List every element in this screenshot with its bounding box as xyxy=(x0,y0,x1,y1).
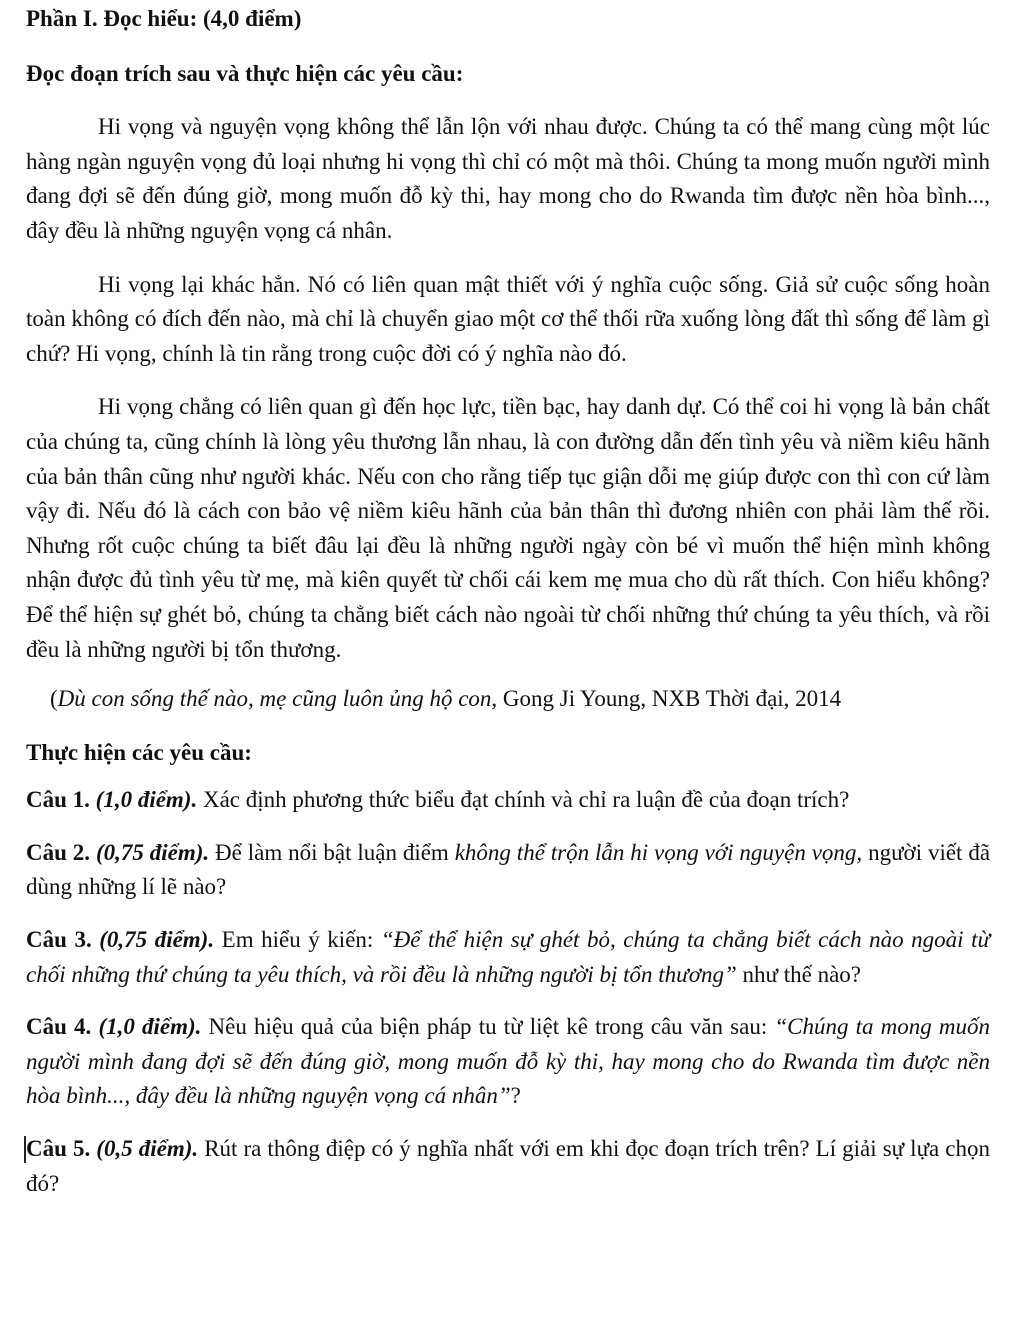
question-text-end: người viết đã dùng những lí lẽ nào? xyxy=(26,839,991,900)
question-number: Câu 2. xyxy=(26,839,91,865)
question-list xyxy=(26,783,990,1201)
question-score: (0,75 điểm). xyxy=(99,927,215,953)
citation-details: , Gong Ji Young, NXB Thời đại, 2014 xyxy=(491,686,842,712)
question-score: (0,75 điểm). xyxy=(95,839,210,865)
question-4 xyxy=(26,1010,990,1114)
question-text-end: như thế nào? xyxy=(742,961,861,987)
question-number: Câu 3. xyxy=(26,927,92,953)
source-citation xyxy=(26,682,990,717)
text-cursor xyxy=(24,1136,26,1163)
section-title: Phần I. Đọc hiểu: (4,0 điểm) xyxy=(26,6,302,31)
question-text: Em hiểu ý kiến: xyxy=(221,927,374,953)
question-number: Câu 1. xyxy=(26,787,90,813)
question-quote: “Để thể hiện sự ghét bỏ, chúng ta chẳng biết cách nào ngoài từ chối những thứ chúng ta yêu thích, và rồi đều là những người bị tổn thương” xyxy=(26,927,991,987)
passage xyxy=(26,110,990,667)
question-text: Rút ra thông điệp có ý nghĩa nhất với em khi đọc đoạn trích trên? Lí giải sự lựa chọn đó? xyxy=(26,1136,991,1196)
question-5 xyxy=(26,1132,990,1201)
citation-open: ( xyxy=(50,686,58,712)
passage-paragraph-1: Hi vọng và nguyện vọng không thể lẫn lộn với nhau được. Chúng ta có thể mang cùng một lúc hàng ngàn nguyện vọng đủ loại nhưng hi vọng thì chỉ có một mà thôi. Chúng ta mong muốn người mình đang đợi sẽ đến đúng giờ, mong muốn đỗ kỳ thi, hay mong cho do Rwanda tìm được nền hòa bình..., đây đều là những nguyện vọng cá nhân. xyxy=(26,114,990,243)
question-text: Nêu hiệu quả của biện pháp tu từ liệt kê trong câu văn sau: xyxy=(208,1014,768,1040)
question-1 xyxy=(26,783,990,818)
question-score: (0,5 điểm). xyxy=(96,1136,199,1162)
question-3 xyxy=(26,923,990,992)
question-number: Câu 5. xyxy=(26,1136,91,1162)
question-text: Để làm nổi bật luận điểm xyxy=(215,839,449,865)
question-score: (1,0 điểm). xyxy=(98,1014,202,1040)
question-quote: không thể trộn lẫn hi vọng với nguyện vọng, xyxy=(454,839,863,865)
citation-book-title: Dù con sống thế nào, mẹ cũng luôn ủng hộ con xyxy=(57,686,492,712)
question-text: Xác định phương thức biểu đạt chính và chỉ ra luận đề của đoạn trích? xyxy=(202,787,850,813)
question-score: (1,0 điểm). xyxy=(95,787,198,813)
question-text-end: ? xyxy=(510,1083,521,1109)
question-2 xyxy=(26,836,990,905)
passage-paragraph-3: Hi vọng chẳng có liên quan gì đến học lực, tiền bạc, hay danh dự. Có thể coi hi vọng là bản chất của chúng ta, cũng chính là lòng yêu thương lẫn nhau, là con đường dẫn đến tình yêu và niềm kiêu hãnh của bản thân cũng như người khác. Nếu con cho rằng tiếp tục giận dỗi mẹ giúp được con thì con cứ làm vậy đi. Nếu đó là cách con bảo vệ niềm kiêu hãnh của bản thân thì đương nhiên con phải làm thế rồi. Nhưng rốt cuộc chúng ta biết đâu lại đều là những người ngày còn bé vì muốn thể hiện mình không nhận được đủ tình yêu từ mẹ, mà kiên quyết từ chối cái kem mẹ mua cho dù rất thích. Con hiểu không? Để thể hiện sự ghét bỏ, chúng ta chẳng biết cách nào ngoài từ chối những thứ chúng ta yêu thích, và rồi đều là những người bị tổn thương. xyxy=(26,394,990,662)
question-quote: “Chúng ta mong muốn người mình đang đợi sẽ đến đúng giờ, mong muốn đỗ kỳ thi, hay mong cho do Rwanda tìm được nền hòa bình..., đây đều là những nguyện vọng cá nhân” xyxy=(26,1014,991,1109)
question-number: Câu 4. xyxy=(26,1014,92,1040)
passage-paragraph-2: Hi vọng lại khác hẳn. Nó có liên quan mật thiết với ý nghĩa cuộc sống. Giả sử cuộc sống hoàn toàn không có đích đến nào, mà chỉ là chuyển giao một cơ thể thối rữa xuống lòng đất thì sống để làm gì chứ? Hi vọng, chính là tin rằng trong cuộc đời có ý nghĩa nào đó. xyxy=(26,271,990,366)
tasks-heading: Thực hiện các yêu cầu: xyxy=(26,739,252,765)
instruction-heading: Đọc đoạn trích sau và thực hiện các yêu cầu: xyxy=(26,60,464,86)
